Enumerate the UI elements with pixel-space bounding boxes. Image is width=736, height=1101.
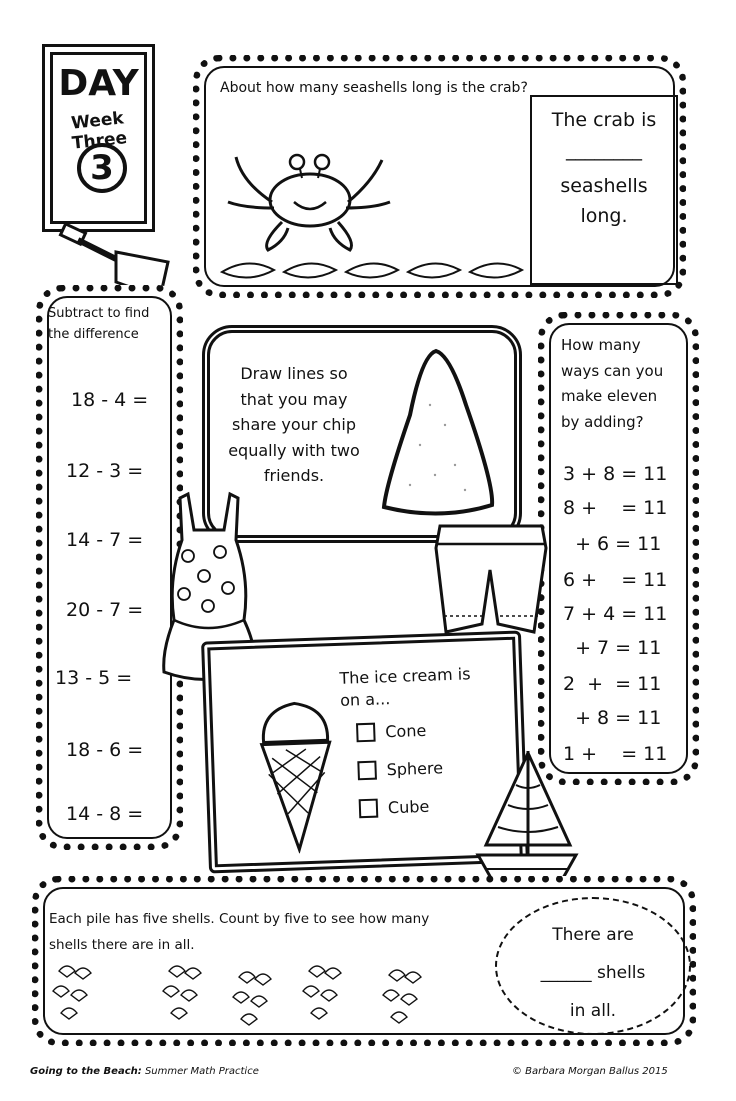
- subtract-problem: 18 - 6 =: [66, 739, 144, 761]
- cube-checkbox[interactable]: [359, 799, 379, 819]
- subtract-problem: 18 - 4 =: [71, 389, 149, 411]
- seashell-icon: [222, 263, 522, 277]
- crab-answer-line2: seashells: [560, 175, 648, 197]
- seashell-row: [218, 258, 528, 284]
- chip-line5: friends.: [263, 466, 325, 486]
- chip-line1: Draw lines so: [240, 364, 348, 383]
- shells-line1: Each pile has five shells. Count by five to see how many: [49, 911, 430, 927]
- day-number: 3: [77, 143, 127, 193]
- eleven-line2: ways can you: [561, 361, 664, 380]
- crab-answer-line1: The crab is: [551, 109, 657, 131]
- crab-question: About how many seashells long is the crab?: [220, 80, 528, 96]
- shells-panel: [32, 876, 696, 1046]
- subtract-problem: 14 - 7 =: [66, 529, 144, 551]
- eleven-equation: + 6 = 11: [563, 533, 662, 555]
- eleven-panel: [538, 312, 699, 785]
- subtract-problem: 13 - 5 =: [55, 667, 133, 689]
- subtract-problem: 12 - 3 =: [66, 460, 144, 482]
- eleven-equation: 6 + = 11: [563, 569, 668, 591]
- eleven-equation: + 7 = 11: [563, 637, 662, 659]
- eleven-equation: 7 + 4 = 11: [563, 603, 668, 625]
- crab-answer-box: [530, 95, 678, 285]
- ice-cream-cone-icon: [254, 692, 340, 855]
- shells-line2: shells there are in all.: [49, 936, 195, 953]
- footer-left-subtitle: Summer Math Practice: [141, 1066, 259, 1077]
- shell-piles: [49, 963, 469, 1033]
- eleven-equation: 3 + 8 = 11: [563, 463, 668, 485]
- footer-right: © Barbara Morgan Ballus 2015: [512, 1066, 668, 1077]
- chip-line4: equally with two: [228, 440, 360, 460]
- sphere-option: Sphere: [386, 758, 444, 780]
- eleven-line3: make eleven: [561, 387, 658, 405]
- week-label: Week Three: [70, 108, 129, 154]
- footer-left: [30, 1066, 259, 1077]
- eleven-equation: 1 + = 11: [563, 743, 668, 765]
- icecream-question: [339, 663, 472, 712]
- icecream-line1: The ice cream is: [339, 664, 471, 688]
- day-card: [42, 44, 155, 232]
- crab-icon: [222, 142, 397, 252]
- day-label: DAY: [58, 63, 139, 104]
- cube-option: Cube: [387, 796, 430, 818]
- icecream-line2: on a...: [339, 689, 391, 711]
- shells-answer-line1: There are: [552, 925, 634, 945]
- eleven-line1: How many: [561, 336, 641, 354]
- crab-answer-line3: long.: [580, 205, 628, 227]
- eleven-equation: 2 + = 11: [563, 673, 662, 695]
- crab-panel: [193, 55, 686, 298]
- chip-line3: share your chip: [231, 415, 357, 435]
- cone-option: Cone: [384, 720, 427, 742]
- sphere-checkbox[interactable]: [357, 761, 377, 781]
- eleven-equation: + 8 = 11: [563, 707, 662, 729]
- chip-icon: [370, 345, 510, 525]
- sailboat-icon: [472, 745, 582, 895]
- shells-answer-line2: ______ shells: [540, 963, 646, 983]
- subtract-instruction-line1: Subtract to find: [48, 306, 150, 321]
- shell-pile-icon: [233, 972, 271, 1025]
- shells-instruction: [49, 907, 429, 958]
- shell-pile-icon: [163, 966, 201, 1019]
- shorts-icon: [430, 520, 552, 640]
- chip-line2: that you may: [240, 389, 348, 409]
- shells-answer-line3: in all.: [569, 1001, 617, 1021]
- subtract-instruction-line2: the difference: [48, 327, 139, 343]
- eleven-question: [561, 333, 663, 435]
- shell-pile-icon: [53, 966, 91, 1019]
- shell-pile-icon: [383, 970, 421, 1023]
- cone-checkbox[interactable]: [356, 723, 376, 743]
- shell-pile-icon: [303, 966, 341, 1019]
- eleven-equation: 8 + = 11: [563, 497, 668, 519]
- chip-instruction: [224, 361, 364, 489]
- shells-answer-oval: [495, 897, 691, 1035]
- subtract-instruction: [48, 306, 149, 344]
- subtract-problem: 20 - 7 =: [66, 599, 144, 621]
- eleven-line4: by adding?: [561, 412, 644, 431]
- subtract-problem: 14 - 8 =: [66, 803, 144, 825]
- footer-left-title: Going to the Beach:: [30, 1066, 142, 1077]
- crab-answer-blank: ________: [566, 139, 642, 161]
